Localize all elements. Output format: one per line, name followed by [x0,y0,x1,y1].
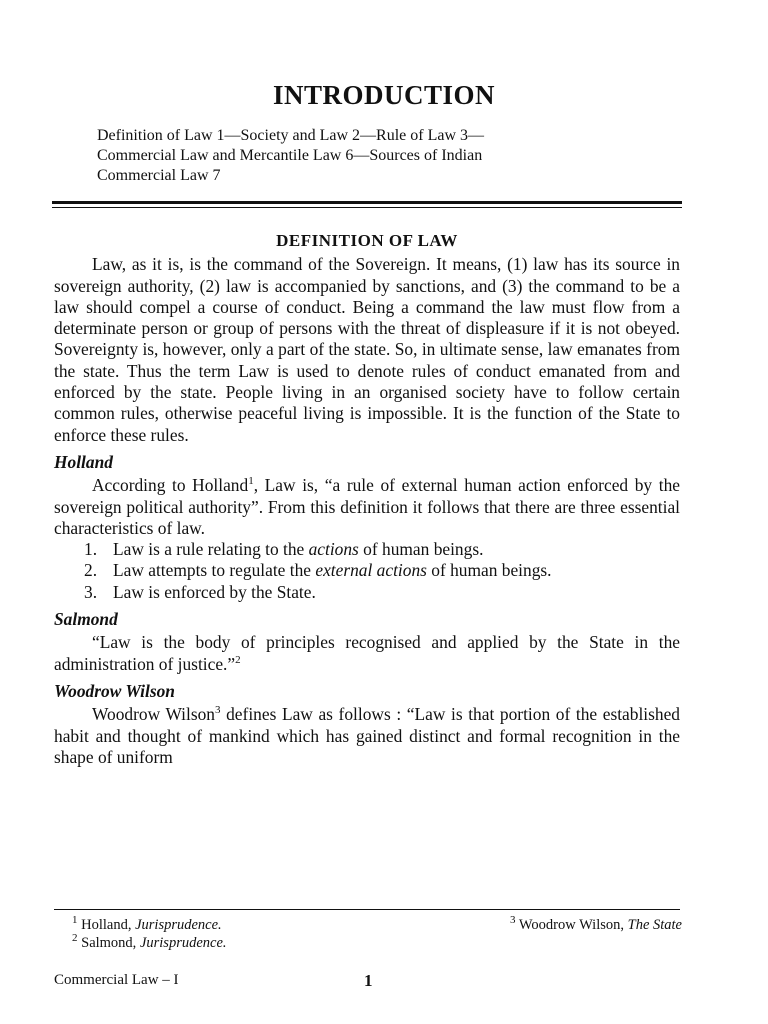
footnote-title: Jurisprudence. [139,935,227,951]
footnote-2 [72,934,682,952]
wilson-text-b: defines Law as follows : “Law is that portion of the established habit and thought of mankind which has gained distinct and formal recognition in the shape of uniform [54,704,680,767]
list-number: 2. [84,560,98,581]
salmond-paragraph [54,632,680,675]
wilson-paragraph [54,704,680,768]
list-number: 1. [84,539,98,560]
footnote-title: Jurisprudence. [135,917,222,933]
list-text: of human beings. [358,539,484,560]
list-emphasis: actions [308,539,359,560]
footnote-mark: 3 [510,914,516,927]
footnote-text: Salmond, [77,935,140,951]
characteristics-list [54,539,680,603]
list-item [54,560,680,581]
salmond-quote: “Law is the body of principles recognised and applied by the State in the administration of justice.” [54,632,680,674]
chapter-title: INTRODUCTION [272,80,496,110]
list-emphasis: external actions [315,560,427,581]
list-text: Law attempts to regulate the [113,560,316,581]
chapter-contents [97,126,657,186]
holland-paragraph [54,475,680,539]
intro-paragraph: Law, as it is, is the command of the Sovereign. It means, (1) law has its source in sovereign authority, (2) law is accompanied by sanctions, and (3) the command to be a law should compel a course of conduct. Being a command the law must flow from a determinate person or group of persons with the threat of displeasure if it is not obeyed. Sovereignty is, however, only a part of the state. So, in ultimate sense, law emanates from the state. Thus the term Law is used to denote rules of conduct emanated from and enforced by the state. People living in an organised society have to follow certain common rules, otherwise peaceful living is impossible. It is the function of the State to enforce these rules. [54,254,680,445]
footnote-mark: 2 [72,932,78,945]
salmond-heading: Salmond [54,609,118,630]
footnote-rule [54,909,680,910]
section-title: DEFINITION OF LAW [276,231,458,250]
page-number: 1 [364,971,373,990]
running-footer: Commercial Law – I [54,972,179,988]
list-item [54,582,680,603]
contents-line: Commercial Law 7 [97,167,221,184]
footnote-ref: 1 [248,475,254,488]
footnote-3 [510,916,682,934]
wilson-text-a: Woodrow Wilson [92,704,215,725]
holland-heading: Holland [54,451,113,472]
list-text: Law is enforced by the State. [113,581,316,602]
footnote-ref: 3 [215,704,221,717]
list-text: of human beings. [426,560,552,581]
wilson-heading: Woodrow Wilson [54,680,175,701]
footnote-text: Holland, [77,917,136,933]
footnotes [72,916,682,952]
holland-text-b: , Law is, “a rule of external human action enforced by the sovereign political authority”. From this definition it follows that there are three essential characteristics of law. [54,475,680,538]
contents-line: Definition of Law 1—Society and Law 2—Rule of Law 3— [97,127,485,144]
list-number: 3. [84,581,98,602]
page-body [54,230,680,768]
list-item [54,539,680,560]
footnote-text: Woodrow Wilson, [515,917,628,933]
footnote-title: The State [627,917,682,933]
header-rule-thick [52,201,682,204]
list-text: Law is a rule relating to the [113,539,309,560]
contents-line: Commercial Law and Mercantile Law 6—Sources of Indian [97,147,483,164]
holland-text-a: According to Holland [92,475,249,496]
header-rule-thin [52,207,682,208]
footnote-mark: 1 [72,914,78,927]
footnote-ref: 2 [235,653,241,666]
